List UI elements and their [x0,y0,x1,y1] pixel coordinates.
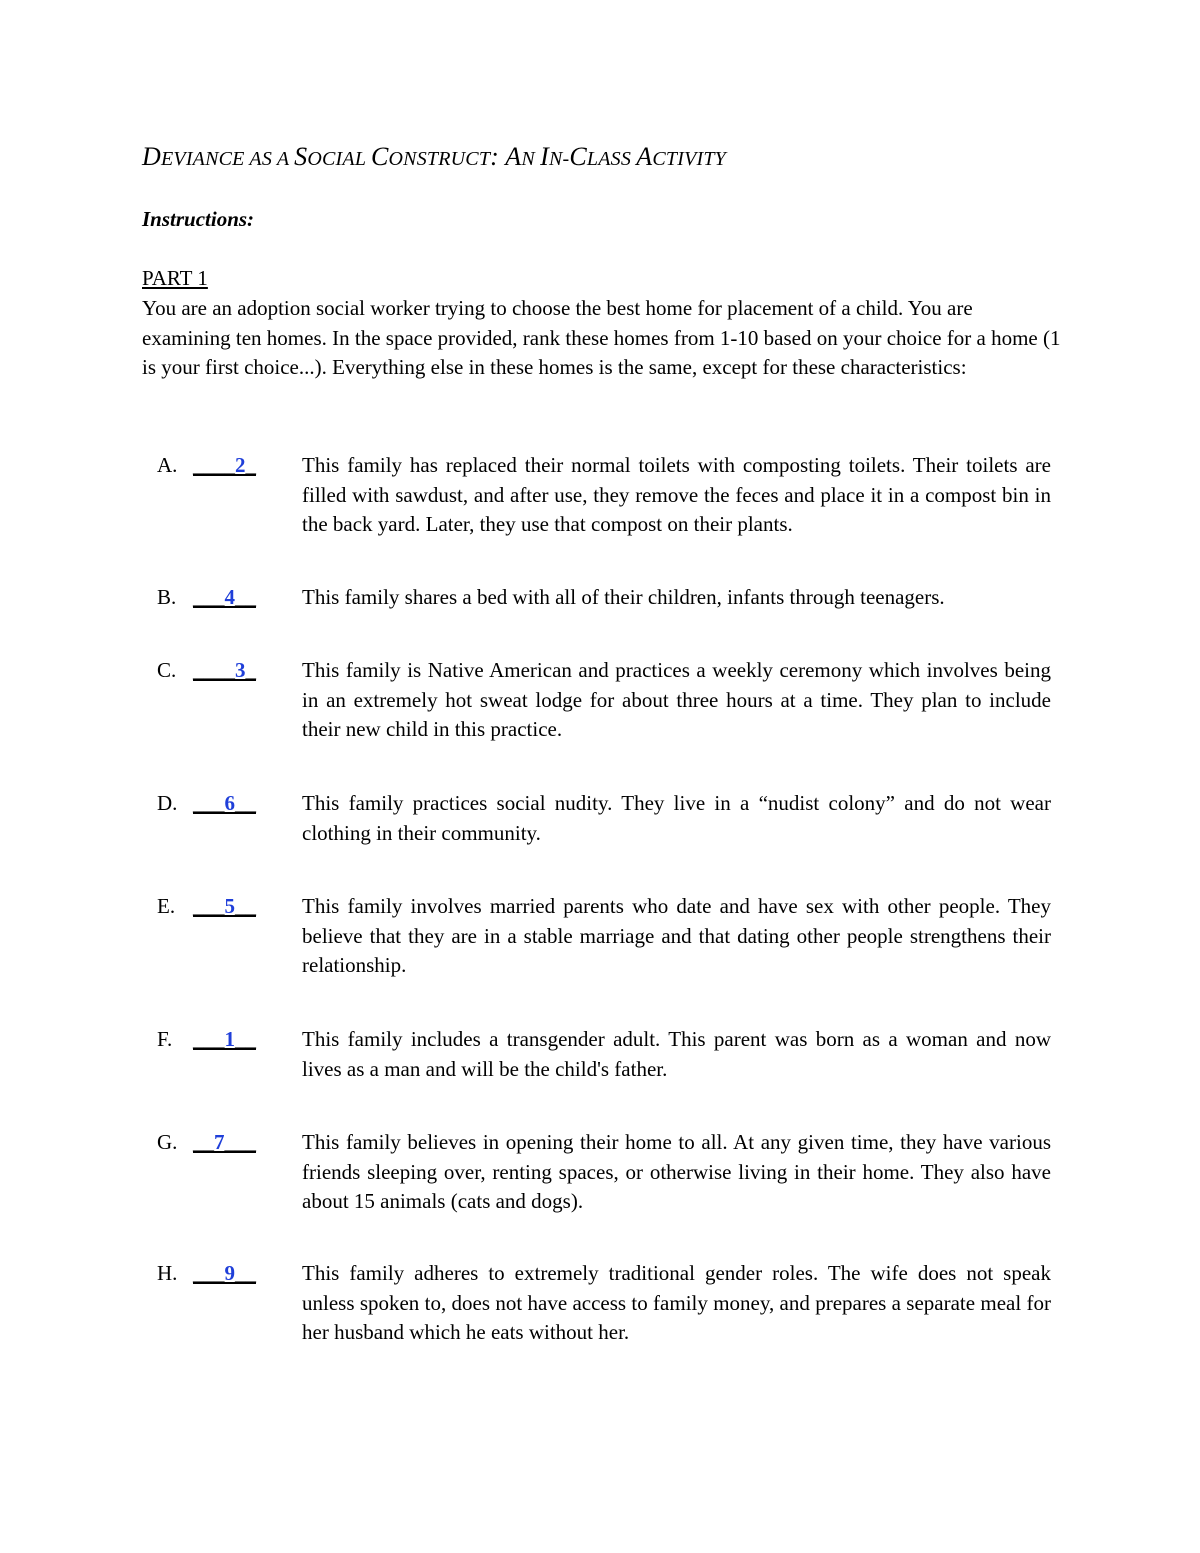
item-description: This family believes in opening their home to all. At any given time, they have various friends sleeping over, renting spaces, or otherwise living in their home. They also have about 15 animals (cats and dogs). [302,1130,1051,1214]
title-part: A [505,142,522,171]
item-description: This family shares a bed with all of their children, infants through teenagers. [302,585,945,609]
item-letter: B. [157,585,177,609]
title-part: EVIANCE AS A [160,148,295,170]
rank-number: 6 [224,791,235,815]
rank-number: 5 [224,894,235,918]
rank-blank: _ [245,453,256,477]
part-heading: PART 1 [142,266,208,290]
title-part: ONSTRUCT [388,148,491,170]
rank-blank: ____ [193,453,235,477]
rank-blank: ___ [193,585,225,609]
rank-field[interactable] [193,583,256,613]
title-part: : [490,142,506,171]
item-letter: A. [157,453,178,477]
rank-field[interactable] [193,1128,256,1158]
item-letter: H. [157,1261,178,1285]
title-part: N [521,148,541,170]
title-part: CTIVITY [652,148,727,170]
rank-field[interactable] [193,892,256,922]
item-description: This family includes a transgender adult. This parent was born as a woman and now lives as a man and will be the child's father. [302,1027,1051,1081]
item-description: This family involves married parents who date and have sex with other people. They believe that they are in a stable marriage and that dating other people strengthens their relationship. [302,894,1051,978]
rank-blank: ___ [193,1261,225,1285]
item-letter: C. [157,658,177,682]
rank-number: 3 [235,658,246,682]
item-letter: E. [157,894,176,918]
rank-number: 7 [214,1130,225,1154]
rank-blank: __ [193,1130,214,1154]
rank-number: 2 [235,453,246,477]
item-letter: G. [157,1130,178,1154]
title-part: LASS [586,148,637,170]
rank-field[interactable] [193,1025,256,1055]
rank-field[interactable] [193,1259,256,1289]
rank-number: 4 [224,585,235,609]
intro-paragraph: You are an adoption social worker trying to choose the best home for placement of a child. You are examining ten homes. In the space provided, rank these homes from 1-10 based on your choice for a home (1 is your first choice...). Everything else in these homes is the same, except for these characteristics: [142,296,1061,380]
title-part: OCIAL [307,148,371,170]
rank-blank: __ [235,894,256,918]
item-description: This family is Native American and practices a weekly ceremony which involves being in an extremely hot sweat lodge for about three hours at a time. They plan to include their new child in this practice. [302,658,1051,742]
title-part: C [569,142,587,171]
rank-blank: __ [235,791,256,815]
rank-field[interactable] [193,789,256,819]
rank-blank: _ [245,658,256,682]
title-part: A [636,142,653,171]
rank-blank: ___ [193,894,225,918]
title-part: S [294,142,308,171]
item-letter: D. [157,791,178,815]
rank-field[interactable] [193,451,256,481]
rank-blank: ___ [193,791,225,815]
item-description: This family adheres to extremely traditional gender roles. The wife does not speak unless spoken to, does not have access to family money, and prepares a separate meal for her husband which he eats without her. [302,1261,1051,1345]
item-description: This family has replaced their normal toilets with composting toilets. Their toilets are filled with sawdust, and after use, they remove the feces and place it in a compost bin in the back yard. Later, they use that compost on their plants. [302,453,1051,537]
document-title [142,142,726,172]
item-description: This family practices social nudity. They live in a “nudist colony” and do not wear clothing in their community. [302,791,1051,845]
title-part: N- [548,148,570,170]
rank-blank: ___ [224,1130,256,1154]
title-part: C [370,142,389,171]
title-part: D [142,142,161,171]
rank-blank: __ [235,585,256,609]
item-letter: F. [157,1027,173,1051]
rank-blank: ___ [193,1027,225,1051]
title-part: I [540,142,549,171]
instructions-label: Instructions: [142,207,255,231]
rank-field[interactable] [193,656,256,686]
rank-number: 9 [224,1261,235,1285]
rank-blank: __ [235,1261,256,1285]
rank-blank: __ [235,1027,256,1051]
rank-number: 1 [224,1027,235,1051]
rank-blank: ____ [193,658,235,682]
